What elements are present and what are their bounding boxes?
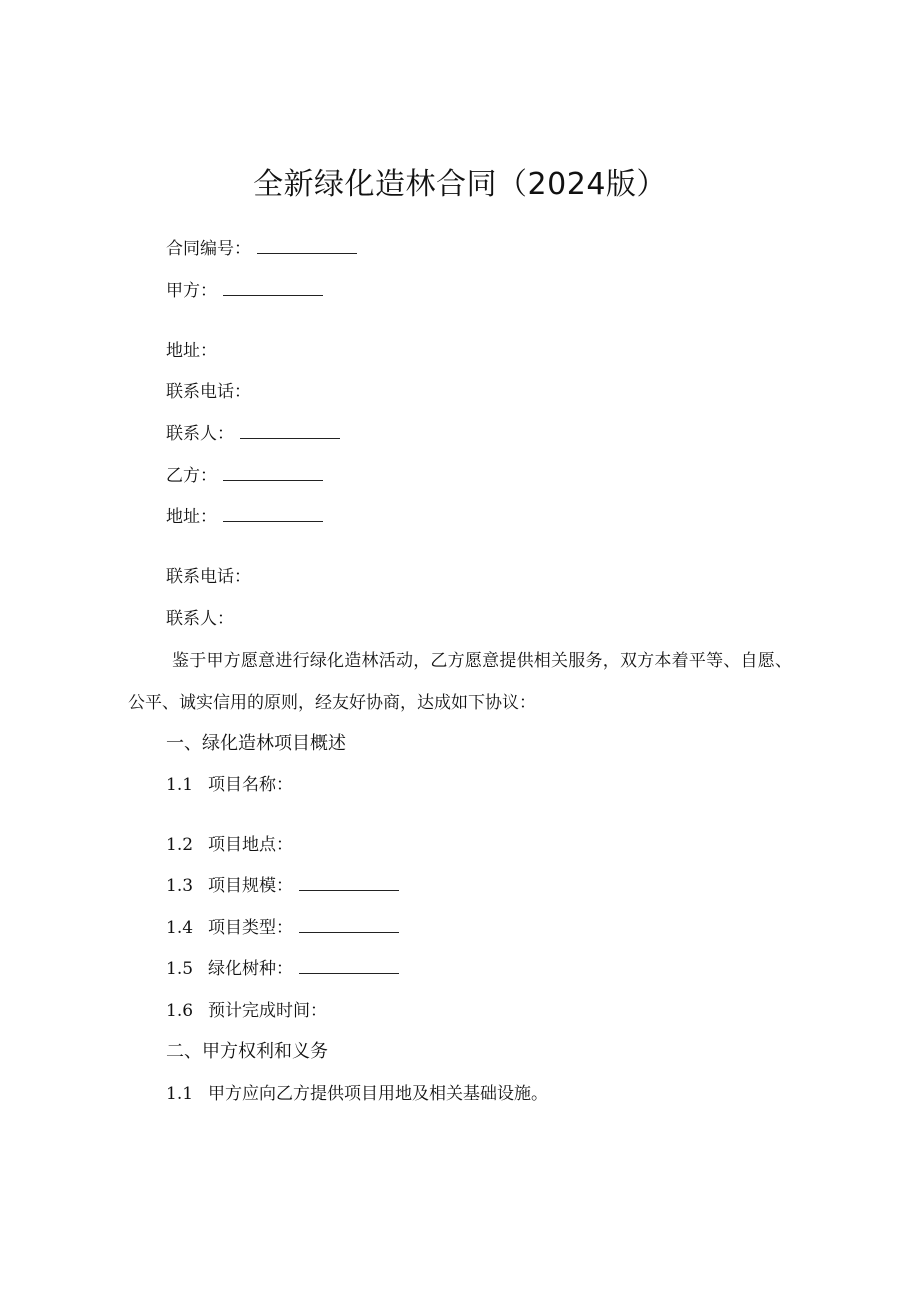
clause-text: 绿化树种：: [208, 959, 293, 979]
clause-number: 1.1: [166, 775, 194, 795]
fill-in-blank: [223, 507, 323, 522]
field-label: 甲方：: [166, 281, 217, 301]
clause-item: [166, 832, 293, 858]
field-label: 联系人：: [166, 609, 234, 629]
intro-paragraph: 鉴于甲方愿意进行绿化造林活动，乙方愿意提供相关服务，双方本着平等、自愿、公平、诚实信用的原则，经友好协商，达成如下协议：: [128, 651, 792, 713]
clause-number: 1.5: [166, 959, 194, 979]
field-party-b-address: [166, 504, 323, 530]
field-party-a-phone: [166, 379, 251, 405]
clause-text: 项目名称：: [208, 775, 293, 795]
clause-number: 1.2: [166, 835, 194, 855]
field-label: 乙方：: [166, 466, 217, 486]
section-heading-2: 二、甲方权利和义务: [166, 1041, 328, 1062]
field-label: 地址：: [166, 341, 217, 361]
field-party-a: [166, 278, 323, 304]
fill-in-blank: [257, 239, 357, 254]
section-heading-1: 一、绿化造林项目概述: [166, 733, 346, 754]
field-label: 联系人：: [166, 424, 234, 444]
clause-item: [166, 772, 293, 798]
fill-in-blank: [223, 466, 323, 481]
document-title: 全新绿化造林合同（2024版）: [253, 167, 667, 202]
field-party-b-contact: [166, 606, 234, 632]
clause-number: 1.3: [166, 876, 194, 896]
clause-text: 项目地点：: [208, 835, 293, 855]
fill-in-blank: [299, 959, 399, 974]
clause-item: [166, 873, 399, 899]
fill-in-blank: [240, 424, 340, 439]
field-label: 联系电话：: [166, 382, 251, 402]
clause-number: 1.1: [166, 1084, 194, 1104]
field-party-b: [166, 463, 323, 489]
clause-text: 项目规模：: [208, 876, 293, 896]
clause-number: 1.6: [166, 1001, 194, 1021]
field-label: 地址：: [166, 507, 217, 527]
field-contract-number: [166, 236, 357, 262]
fill-in-blank: [223, 281, 323, 296]
clause-item: [166, 998, 327, 1024]
field-label: 联系电话：: [166, 567, 251, 587]
fill-in-blank: [299, 876, 399, 891]
field-label: 合同编号：: [166, 239, 251, 259]
clause-number: 1.4: [166, 918, 194, 938]
clause-item: [166, 1081, 548, 1107]
fill-in-blank: [299, 918, 399, 933]
clause-text: 项目类型：: [208, 918, 293, 938]
clause-item: [166, 956, 399, 982]
field-party-a-contact: [166, 421, 340, 447]
field-party-a-address: [166, 338, 217, 364]
clause-item: [166, 915, 399, 941]
clause-text: 甲方应向乙方提供项目用地及相关基础设施。: [208, 1084, 548, 1104]
clause-text: 预计完成时间：: [208, 1001, 327, 1021]
field-party-b-phone: [166, 564, 251, 590]
